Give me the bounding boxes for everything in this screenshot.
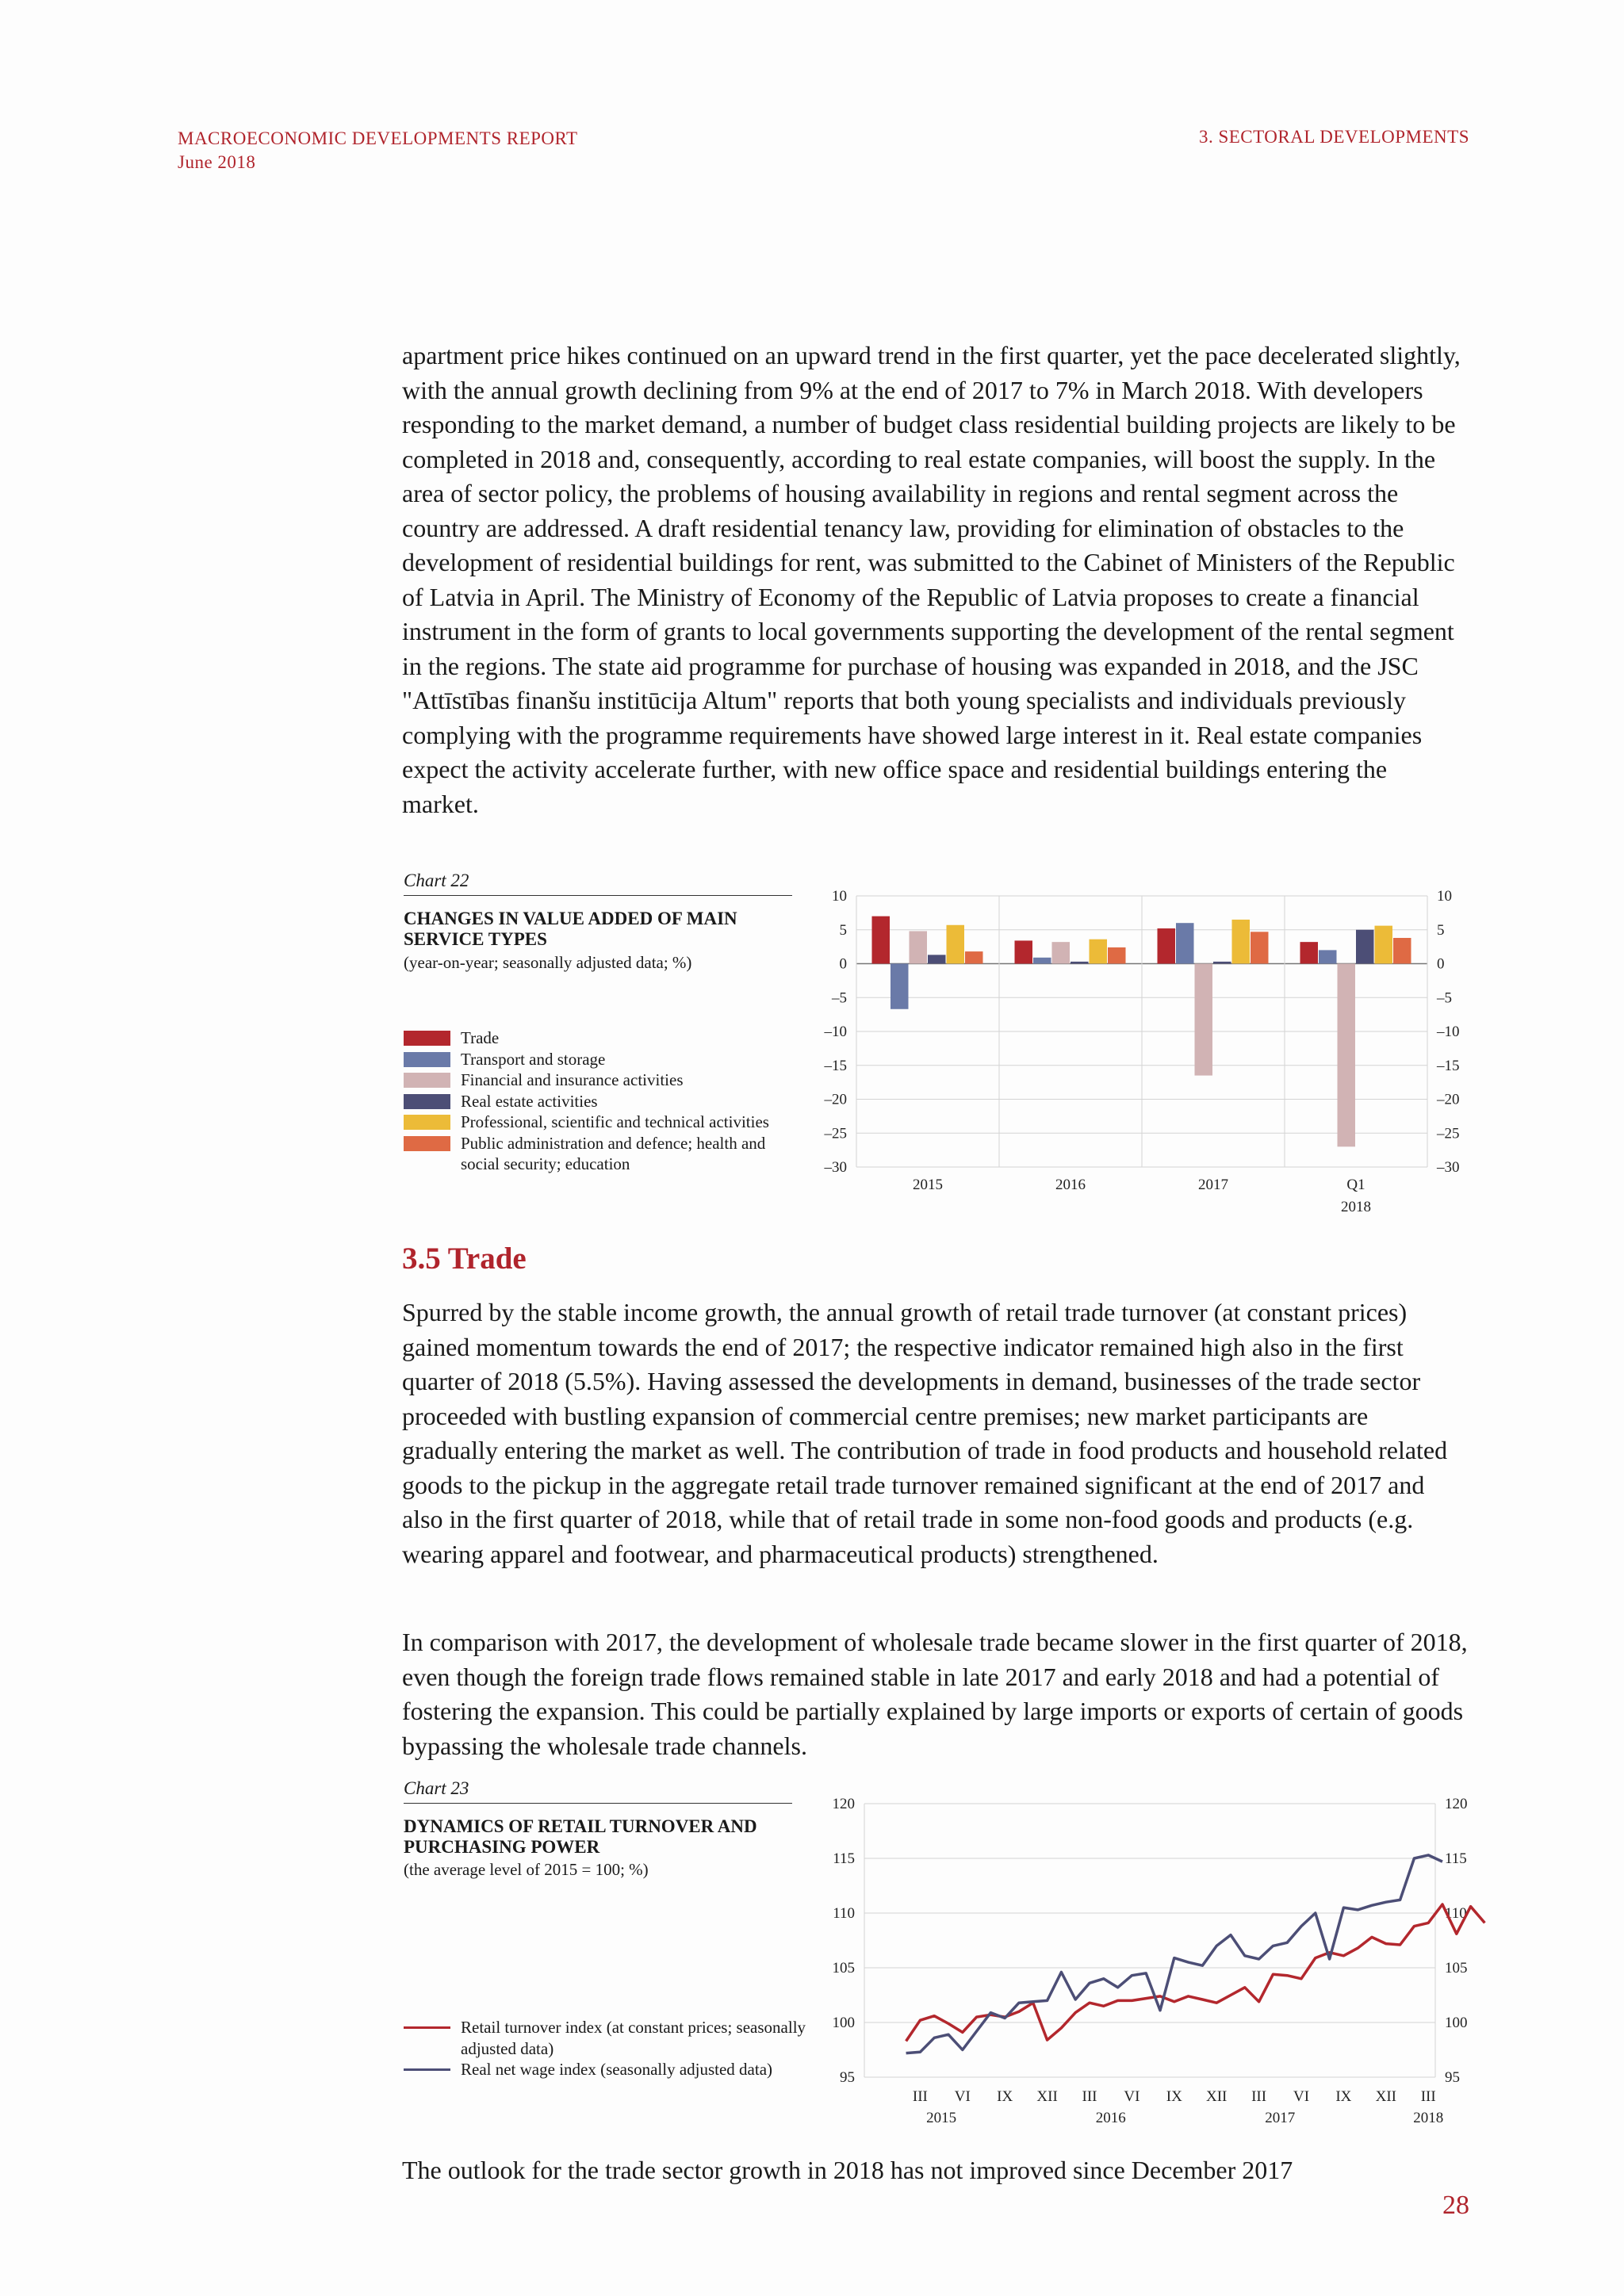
legend-item <box>404 2017 816 2059</box>
bar <box>1300 942 1319 963</box>
bar <box>872 916 891 964</box>
legend-label: Transport and storage <box>461 1049 606 1069</box>
x-tick-label: III <box>1420 2088 1436 2105</box>
y-tick-left: –5 <box>832 989 847 1007</box>
chart22-legend <box>404 1027 800 1175</box>
x-tick-label: VI <box>1124 2088 1140 2105</box>
bar <box>1356 930 1374 964</box>
legend-label: Trade <box>461 1028 500 1047</box>
x-year-label: 2015 <box>926 2110 957 2126</box>
bar <box>1071 962 1089 964</box>
chart23-plot <box>801 1784 1499 2133</box>
y-tick-right: 105 <box>1445 1960 1468 1976</box>
legend-label: Real estate activities <box>461 1091 598 1111</box>
legend-item <box>404 1112 800 1133</box>
legend-label: Retail turnover index (at constant prices; seasonally adjusted data) <box>461 2018 806 2058</box>
legend-item <box>404 1027 800 1049</box>
bar <box>965 951 983 963</box>
bar <box>891 964 909 1009</box>
paragraph-housing: apartment price hikes continued on an upward trend in the first quarter, yet the pace decelerated slightly, with the annual growth declining from 9% at the end of 2017 to 7% in March 2018. With developers responding to the market demand, a number of budget class residential building projects are likely to be completed in 2018 and, consequently, according to real estate companies, will boost the supply. In the area of sector policy, the problems of housing availability in regions and rental segment across the country are addressed. A draft residential tenancy law, providing for elimination of obstacles to the development of residential buildings for rent, was submitted to the Cabinet of Ministers of the Republic of Latvia in April. The Ministry of Economy of the Republic of Latvia proposes to create a financial instrument in the form of grants to local governments supporting the development of the rental segment in the regions. The state aid programme for purchase of housing was expanded in 2018, and the JSC "Attīstības finanšu institūcija Altum" reports that both young specialists and individuals previously complying with the programme requirements have showed large interest in it. Real estate companies expect the activity accelerate further, with new office space and residential buildings entering the market. <box>402 341 1461 818</box>
bar <box>1375 926 1393 964</box>
legend-swatch <box>404 1031 450 1046</box>
y-tick-right: 115 <box>1445 1850 1467 1867</box>
y-tick-left: –15 <box>824 1057 847 1074</box>
x-tick-label: III <box>1251 2088 1267 2105</box>
x-tick-label: IX <box>1166 2088 1182 2105</box>
x-tick-label: 2017 <box>1198 1177 1228 1193</box>
x-tick-label: VI <box>1293 2088 1310 2105</box>
x-year-label: 2018 <box>1413 2110 1444 2126</box>
legend-swatch <box>404 1052 450 1067</box>
report-header <box>178 127 578 174</box>
bar <box>1033 958 1051 964</box>
x-tick-label: III <box>1082 2088 1097 2105</box>
x-tick-label: VI <box>954 2088 971 2105</box>
y-tick-left: 0 <box>839 955 847 973</box>
y-tick-right: –5 <box>1437 989 1452 1007</box>
x-tick-label: IX <box>1335 2088 1352 2105</box>
section-title-trade: 3.5 Trade <box>402 1242 527 1276</box>
bar <box>1232 920 1251 964</box>
y-tick-right: 110 <box>1445 1905 1467 1922</box>
legend-item <box>404 1133 800 1175</box>
y-tick-right: 120 <box>1445 1796 1468 1812</box>
y-tick-right: 95 <box>1445 2069 1460 2086</box>
y-tick-left: 10 <box>832 888 847 905</box>
bar <box>1108 947 1126 964</box>
bar <box>928 955 946 963</box>
x-tick-label: 2015 <box>913 1177 943 1193</box>
chart22-rule <box>404 895 792 896</box>
x-tick-label: III <box>912 2088 928 2105</box>
chart22-subtitle: (year-on-year; seasonally adjusted data; %) <box>404 953 692 972</box>
legend-label: Real net wage index (seasonally adjusted data) <box>461 2060 773 2079</box>
y-tick-right: 100 <box>1445 2015 1468 2031</box>
report-title: MACROECONOMIC DEVELOPMENTS REPORT <box>178 128 578 148</box>
y-tick-right: 0 <box>1437 955 1445 973</box>
y-tick-left: 105 <box>832 1960 855 1976</box>
bar <box>1213 962 1231 964</box>
bar <box>1052 942 1071 963</box>
paragraph-retail: Spurred by the stable income growth, the annual growth of retail trade turnover (at constant prices) gained momentum towards the end of 2017; the respective indicator remained high also in the first quarter of 2018 (5.5%). Having assessed the developments in demand, businesses of the trade sector proceeded with bustling expansion of commercial centre premises; new market participants are gradually entering the market as well. The contribution of trade in food products and household related goods to the pickup in the aggregate retail trade turnover remained significant at the end of 2017 and also in the first quarter of 2018, while that of retail trade in some non-food goods and products (e.g. wearing apparel and footwear, and pharmaceutical products) strengthened. <box>402 1298 1448 1568</box>
bar <box>1158 928 1176 963</box>
x-tick-label: 2016 <box>1055 1177 1086 1193</box>
x-tick-label: Q1 <box>1346 1177 1365 1193</box>
paragraph-wholesale: In comparison with 2017, the development of wholesale trade became slower in the first quarter of 2018, even though the foreign trade flows remained stable in late 2017 and early 2018 and had a potential of fostering the expansion. This could be partially explained by large imports or exports of certain of goods bypassing the wholesale trade channels. <box>402 1628 1468 1760</box>
legend-label: Professional, scientific and technical activities <box>461 1112 769 1131</box>
legend-item <box>404 1049 800 1070</box>
y-tick-left: –25 <box>824 1125 847 1142</box>
bar <box>1195 964 1213 1076</box>
chart23-rule <box>404 1803 792 1804</box>
y-tick-left: 110 <box>833 1905 855 1922</box>
x-tick-label: IX <box>997 2088 1013 2105</box>
bar <box>947 925 965 964</box>
bar <box>1338 964 1356 1147</box>
x-tick-sublabel: 2018 <box>1341 1199 1371 1215</box>
y-tick-right: –25 <box>1437 1125 1460 1142</box>
y-tick-left: –20 <box>824 1091 847 1108</box>
chart23-subtitle: (the average level of 2015 = 100; %) <box>404 1860 649 1879</box>
legend-item <box>404 1091 800 1112</box>
section-header: 3. SECTORAL DEVELOPMENTS <box>1198 127 1469 147</box>
legend-item <box>404 2059 816 2080</box>
series-line <box>906 1904 1485 2042</box>
legend-line-swatch <box>404 2026 450 2029</box>
y-tick-left: 5 <box>839 921 847 939</box>
legend-swatch <box>404 1136 450 1151</box>
y-tick-right: –15 <box>1437 1057 1460 1074</box>
bar <box>1393 938 1411 963</box>
y-tick-right: 5 <box>1437 921 1445 939</box>
bar <box>910 931 928 963</box>
legend-line-swatch <box>404 2068 450 2071</box>
x-tick-label: XII <box>1036 2088 1058 2105</box>
y-tick-left: 115 <box>833 1850 855 1867</box>
y-tick-right: –10 <box>1437 1024 1460 1040</box>
x-year-label: 2016 <box>1095 2110 1126 2126</box>
y-tick-right: –30 <box>1437 1159 1460 1176</box>
bar <box>1015 940 1033 963</box>
bar <box>1319 950 1337 963</box>
legend-item <box>404 1070 800 1091</box>
y-tick-right: –20 <box>1437 1091 1460 1108</box>
report-date: June 2018 <box>178 152 256 172</box>
legend-swatch <box>404 1073 450 1088</box>
chart23-title: DYNAMICS OF RETAIL TURNOVER AND PURCHASING POWER <box>404 1816 757 1857</box>
chart23-legend <box>404 2017 816 2080</box>
chart22-label: Chart 22 <box>404 871 469 890</box>
bar <box>1251 932 1269 963</box>
y-tick-right: 10 <box>1437 888 1452 905</box>
x-tick-label: XII <box>1206 2088 1228 2105</box>
chart22-plot <box>793 872 1491 1229</box>
page-number: 28 <box>1442 2191 1469 2220</box>
bar <box>1176 923 1194 963</box>
chart23-label: Chart 23 <box>404 1778 469 1798</box>
chart22-title: CHANGES IN VALUE ADDED OF MAIN SERVICE TYPES <box>404 909 737 949</box>
x-year-label: 2017 <box>1265 2110 1296 2126</box>
y-tick-left: 95 <box>840 2069 855 2086</box>
series-line <box>906 1855 1442 2053</box>
legend-label: Financial and insurance activities <box>461 1070 684 1089</box>
legend-label: Public administration and defence; health and social security; education <box>461 1133 766 1173</box>
y-tick-left: –30 <box>824 1159 847 1176</box>
y-tick-left: 120 <box>832 1796 855 1812</box>
legend-swatch <box>404 1115 450 1130</box>
y-tick-left: –10 <box>824 1024 847 1040</box>
x-tick-label: XII <box>1375 2088 1396 2105</box>
bar <box>1090 939 1108 964</box>
paragraph-outlook: The outlook for the trade sector growth in 2018 has not improved since December 2017 <box>402 2156 1293 2184</box>
y-tick-left: 100 <box>832 2015 855 2031</box>
legend-swatch <box>404 1094 450 1109</box>
